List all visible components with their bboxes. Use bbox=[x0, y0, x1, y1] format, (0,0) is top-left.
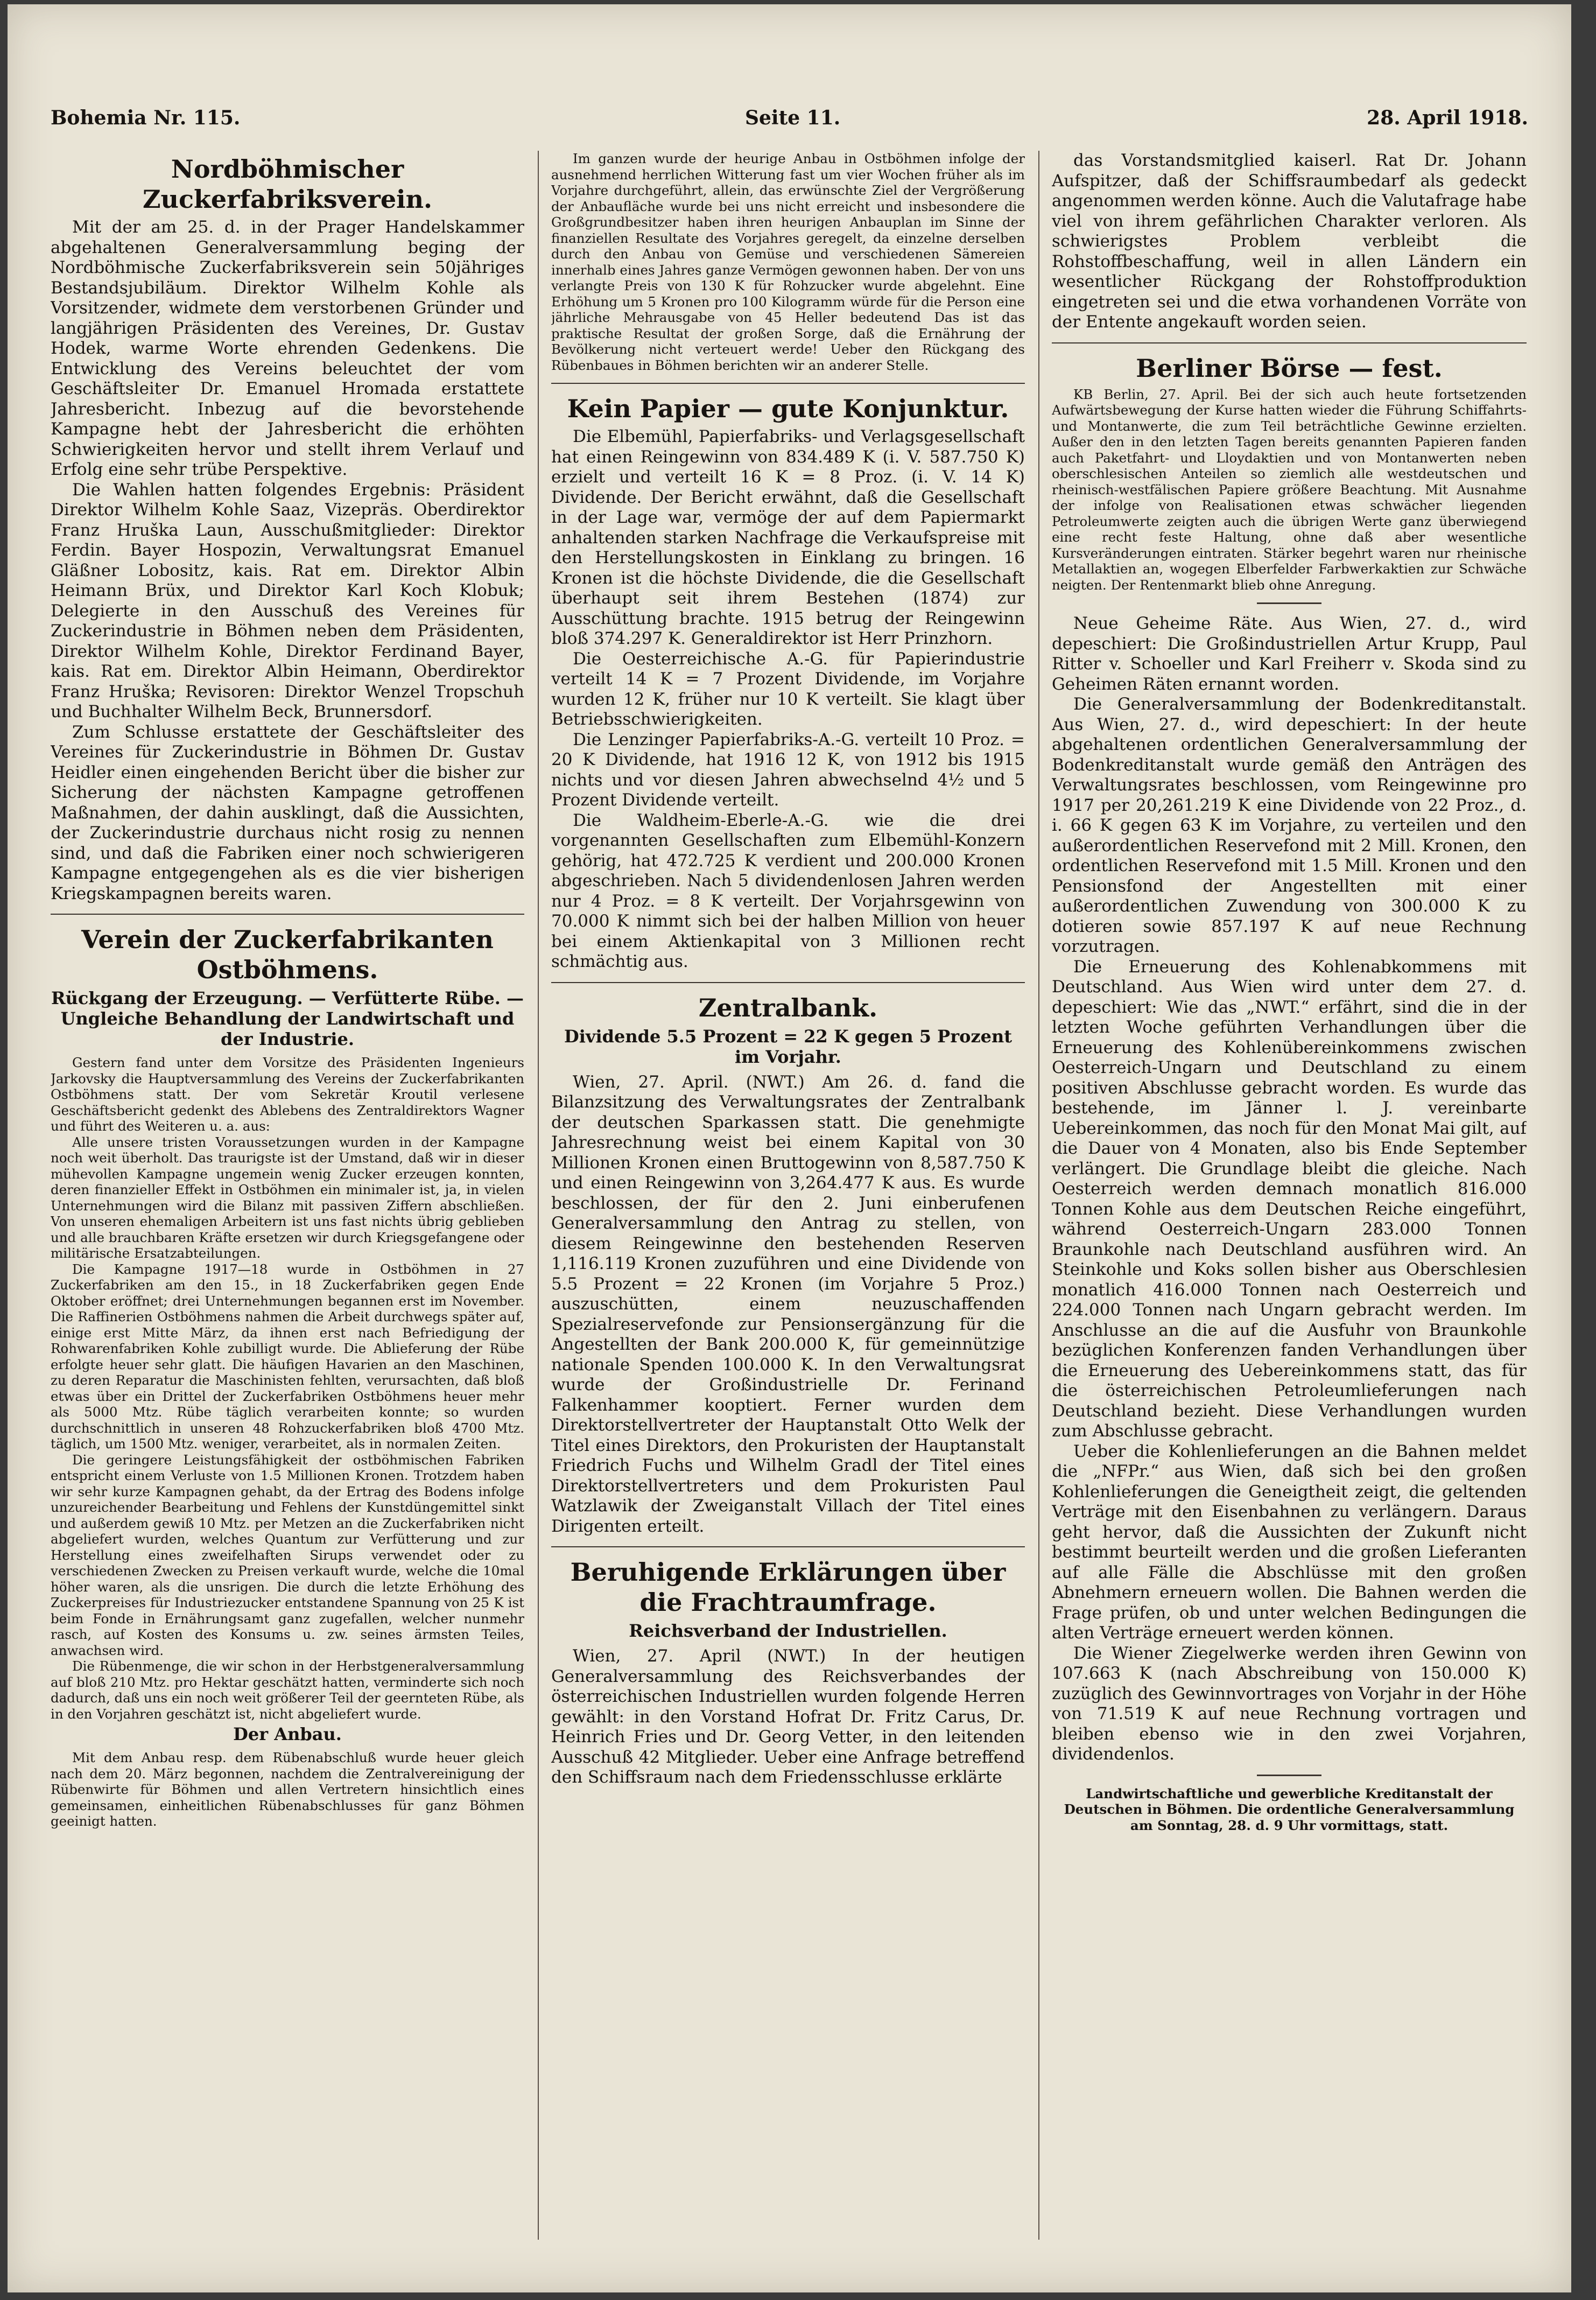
article-paragraph: das Vorstandsmitglied kaiserl. Rat Dr. Johann Aufspitzer, daß der Schiffsraumbedarf als gedeckt angenommen werden könne. Auch die Valutafrage habe viel von ihrem gefährlichen Charakter verloren. Als schwierigstes Problem verbleibt die Rohstoffbeschaffung, weil in allen Ländern ein wesentlicher Rückgang der Rohstoffproduktion eingetreten sei und die etwa vorhandenen Vorräte von der Entente angekauft worden seien. bbox=[1052, 151, 1527, 332]
page-header bbox=[51, 107, 1528, 139]
article-paragraph: Zum Schlusse erstattete der Geschäftsleiter des Vereines für Zuckerindustrie in Böhmen Dr. Gustav Heidler einen eingehenden Bericht über die bisher zur Sicherung der nächsten Kampagne getroffenen Maßnahmen, der dahin ausklingt, daß die Aussichten, der Zuckerindustrie durchaus nicht rosig zu nennen sind, und daß die Fabriken einer noch schwierigeren Kampagne entgegengehen als es die vier bisherigen Kriegskampagnen bereits waren. bbox=[51, 722, 524, 903]
article-paragraph: Alle unsere tristen Voraussetzungen wurden in der Kampagne noch weit überholt. Das traurigste ist der Umstand, daß wir in dieser mühevollen Kampagne ungemein wenig Zucker erzeugen konnten, deren finanzieller Effekt in Ostböhmen ein minimaler ist, ja, in vielen Unternehmungen wird die Bilanz mit passiven Ziffern abschließen. Von unseren ehemaligen Arbeitern ist uns fast nichts übrig geblieben und alle brauchbaren Kräfte ersetzen wir durch Kriegsgefangene oder militärische Ersatzabteilungen. bbox=[51, 1134, 524, 1261]
article-paragraph: Die geringere Leistungsfähigkeit der ostböhmischen Fabriken entspricht einem Verluste von 1.5 Millionen Kronen. Trotzdem haben wir sehr kurze Kampagnen gehabt, da der Ertrag des Bodens infolge unzureichender Bearbeitung und Fehlens der Kunstdüngemittel sinkt und außerdem gewiß 10 Mtz. per Metzen an die Zuckerfabriken nicht abgeliefert wurden, welches Quantum zur Verfütterung und zur Herstellung eines zweifelhaften Sirups verwendet oder zu verschiedenen Zwecken zu Preisen verkauft wurde, welche die 10mal höher waren, als die unsrigen. Die durch die letzte Erhöhung des Zuckerpreises für Industriezucker entstandene Spannung von 25 K ist beim Fonde in Ernährungsamt ganz zugefallen, welcher nunmehr rasch, auf Kosten des Konsums u. zw. seines ärmsten Teiles, anwachsen wird. bbox=[51, 1451, 524, 1658]
article-subheadline: Reichsverband der Industriellen. bbox=[629, 1621, 947, 1641]
header-page-number: Seite 11. bbox=[745, 107, 841, 129]
article-section-heading: Der Anbau. bbox=[233, 1724, 342, 1744]
article-paragraph: Wien, 27. April. (NWT.) Am 26. d. fand die Bilanzsitzung des Verwaltungsrates der Zentralbank der deutschen Sparkassen statt. Die genehmigte Jahresrechnung weist bei einem Kapital von 30 Millionen Kronen einen Bruttogewinn von 8,587.750 K und einen Reingewinn von 3,264.477 K aus. Es wurde beschlossen, der für den 2. Juni einberufenen Generalversammlung den Antrag zu stellen, von diesem Reingewinne den bestehenden Reserven 1,116.119 Kronen zuzuführen und eine Dividende von 5.5 Prozent = 22 Kronen (im Vorjahre 5 Proz.) auszuschütten, einem neuzuschaffenden Spezialreservefonde zur Pensionsergänzung für die Angestellten der Bank 200.000 K, für gemeinnützige nationale Spenden 100.000 K. In den Verwaltungsrat wurde der Großindustrielle Dr. Ferinand Falkenhammer kooptiert. Ferner wurden dem Direktorstellvertreter der Hauptanstalt Otto Welk der Titel eines Direktors, den Prokuristen der Hauptanstalt Friedrich Fuchs und Wilhelm Gradl der Titel eines Direktorstellvertreters und dem Prokuristen Paul Watzlawik der Zweiganstalt Villach der Titel eines Dirigenten erteilt. bbox=[551, 1072, 1025, 1536]
news-item-geheime-raete: Neue Geheime Räte. Aus Wien, 27. d., wird depeschiert: Die Großindustriellen Artur Krupp, Paul Ritter v. Schoeller und Karl Freiherr v. Skoda sind zu Geheimen Räten ernannt worden. bbox=[1052, 614, 1527, 694]
news-item-ziegelwerke: Die Wiener Ziegelwerke werden ihren Gewinn von 107.663 K (nach Abschreibung von 150.000 K) zuzüglich des Gewinnvortrages von Vorjahr in der Höhe von 71.519 K auf neue Rechnung vortragen und bleiben ebenso wie in den zwei Vorjahren, dividendenlos. bbox=[1052, 1643, 1527, 1764]
article-headline-zuckerfabriksverein: Nordböhmischer Zuckerfabriksverein. bbox=[142, 155, 433, 214]
article-separator bbox=[51, 914, 524, 915]
article-headline-zentralbank: Zentralbank. bbox=[698, 993, 878, 1022]
article-paragraph: Die Kampagne 1917—18 wurde in Ostböhmen in 27 Zuckerfabriken am den 15., in 18 Zuckerfabriken gegen Ende Oktober eröffnet; drei Unternehmungen begannen erst im November. Die Raffinerien Ostböhmens nahmen die Arbeit durchwegs später auf, einige erst Mitte März, da ihnen erst nach Befriedigung der Rohwarenfabriken Kohle zubilligt wurde. Die Ablieferung der Rübe erfolgte heuer sehr glatt. Die häufigen Havarien an den Maschinen, zu deren Reparatur die Maschinisten fehlten, verursachten, daß bloß etwas über ein Drittel der Zuckerfabriken Ostböhmens heuer mehr als 5000 Mtz. Rübe täglich verarbeiten konnte; so wurden durchschnittlich in unseren 48 Rohzuckerfabriken bloß 4700 Mtz. täglich, um 1500 Mtz. weniger, verarbeitet, als in normalen Zeiten. bbox=[51, 1261, 524, 1451]
column-3 bbox=[1052, 151, 1527, 2250]
article-paragraph: Die Oesterreichische A.-G. für Papierindustrie verteilt 14 K = 7 Prozent Dividende, im Vorjahre wurden 12 K, früher nur 10 K verteilt. Sie klagt über Betriebsschwierigkeiten. bbox=[551, 649, 1025, 729]
article-paragraph: Mit der am 25. d. in der Prager Handelskammer abgehaltenen Generalversammlung beging der Nordböhmische Zuckerfabriksverein sein 50jähriges Bestandsjubiläum. Direktor Wilhelm Kohle als Vorsitzender, widmete dem verstorbenen Gründer und langjährigen Präsidenten des Vereines, Dr. Gustav Hodek, warme Worte ehrenden Gedenkens. Die Entwicklung des Vereins beleuchtet der vom Geschäftsleiter Dr. Emanuel Hromada erstattete Jahresbericht. Inbezug auf die bevorstehende Kampagne hebt der Jahresbericht die erhöhten Schwierigkeiten hervor und stellt ihrem Verlauf und Erfolg eine sehr trübe Perspektive. bbox=[51, 218, 524, 479]
article-paragraph: KB Berlin, 27. April. Bei der sich auch heute fortsetzenden Aufwärtsbewegung der Kurse hatten wieder die Führung Schiffahrts- und Montanwerte, die zum Teil beträchtliche Gewinne erzielten. Außer den in den letzten Tagen bereits genannten Papieren fanden auch Paketfahrt- und Lloydaktien und von Montanwerten neben oberschlesischen Anteilen so ziemlich alle westdeutschen und rheinisch-westfälischen Papiere größere Beachtung. Mit Ausnahme der infolge von Realisationen etwas schwächer liegenden Petroleumwerte zeigten auch die übrigen Werte ganz überwiegend eine recht feste Haltung, ohne daß aber wesentliche Kursveränderungen eintraten. Stärker begehrt waren nur rheinische Metallaktien an, wogegen Elberfelder Farbwerkaktien zur Schwäche neigten. Der Rentenmarkt blieb ohne Anregung. bbox=[1052, 386, 1527, 593]
header-date: 28. April 1918. bbox=[1367, 107, 1528, 129]
article-paragraph: Die Lenzinger Papierfabriks-A.-G. verteilt 10 Proz. = 20 K Dividende, hat 1916 12 K, von 1912 bis 1915 nichts und vor diesen Jahren abwechselnd 4½ und 5 Prozent Dividende verteilt. bbox=[551, 730, 1025, 810]
article-paragraph: Wien, 27. April (NWT.) In der heutigen Generalversammlung des Reichsverbandes der österreichischen Industriellen wurden folgende Herren gewählt: in den Vorstand Hofrat Dr. Fritz Carus, Dr. Heinrich Fries und Dr. Georg Vetter, in den leitenden Ausschuß 42 Mitglieder. Ueber eine Anfrage betreffend den Schiffsraum nach dem Friedensschlusse erklärte bbox=[551, 1646, 1025, 1787]
newspaper-page bbox=[8, 4, 1571, 2292]
news-item-kohlenlieferungen: Ueber die Kohlenlieferungen an die Bahnen meldet die „NFPr.“ aus Wien, daß sich bei den großen Kohlenlieferungen die Geneigtheit zeigt, die geltenden Verträge mit den Eisenbahnen zu verlängern. Daraus geht hervor, daß die Aussichten der Zukunft nicht bestimmt beurteilt werden und die großen Lieferanten auf alle Fälle die Abschlüsse mit den großen Abnehmern erneuern wollen. Die Bahnen werden die Frage prüfen, ob und unter welchen Bedingungen die alten Verträge erneuert werden können. bbox=[1052, 1441, 1527, 1643]
article-paragraph: Mit dem Anbau resp. dem Rübenabschluß wurde heuer gleich nach dem 20. März begonnen, nachdem die Zentralvereinigung der Rübenwirte für Böhmen und allen Vertretern hinsichtlich eines gemeinsamen, einheitlichen Rübenabschlusses für ganz Böhmen geeinigt hatten. bbox=[51, 1750, 524, 1829]
column-1 bbox=[51, 151, 524, 2250]
article-headline-berliner-boerse: Berliner Börse — fest. bbox=[1136, 353, 1443, 383]
news-item-kreditanstalt: Landwirtschaftliche und gewerbliche Kreditanstalt der Deutschen in Böhmen. Die ordentliche Generalversammlung am Sonntag, 28. d. 9 Uhr vormittags, statt. bbox=[1064, 1785, 1515, 1833]
article-paragraph: Die Rübenmenge, die wir schon in der Herbstgeneralversammlung auf bloß 210 Mtz. pro Hektar geschätzt hatten, verminderte sich noch dadurch, daß uns ein noch weit größerer Teil der geernteten Rübe, als in den Vorjahren geschätzt ist, nicht abgeliefert wurde. bbox=[51, 1658, 524, 1722]
article-paragraph: Im ganzen wurde der heurige Anbau in Ostböhmen infolge der ausnehmend herrlichen Witterung fast um vier Wochen früher als im Vorjahre durchgeführt, allein, das erwünschte Ziel der Vergrößerung der Anbaufläche wurde bei uns nicht erreicht und insbesondere die Großgrundbesitzer haben ihren heurigen Anbauplan im Sinne der finanziellen Resultate des Vorjahres geregelt, da einzelne derselben durch den Anbau von Gemüse und verschiedenen Sämereien innerhalb eines Jahres ganze Vermögen gewonnen haben. Der von uns verlangte Preis von 130 K für Rohzucker wurde abgelehnt. Eine Erhöhung um 5 Kronen pro 100 Kilogramm würde für die Person eine jährliche Mehrausgabe von 45 Heller bedeutend Das ist das praktische Resultat der großen Sorge, daß die Ernährung der Bevölkerung nicht verteuert werde! Ueber den Rückgang des Rübenbaues in Böhmen berichten wir an anderer Stelle. bbox=[551, 151, 1025, 373]
article-subheadline: Rückgang der Erzeugung. — Verfütterte Rübe. — Ungleiche Behandlung der Landwirtschaft und der Industrie. bbox=[51, 988, 524, 1049]
article-headline-ostboehmen: Verein der Zuckerfabrikanten Ostböhmens. bbox=[81, 925, 494, 984]
article-separator-short bbox=[1257, 602, 1321, 604]
article-separator bbox=[551, 1546, 1025, 1547]
article-paragraph: Gestern fand unter dem Vorsitze des Präsidenten Ingenieurs Jarkovsky die Hauptversammlung des Vereins der Zuckerfabrikanten Ostböhmens statt. Der vom Sekretär Kroutil verlesene Geschäftsbericht gedenkt des Ablebens des Zentraldirektors Wagner und führt des Weiteren u. a. aus: bbox=[51, 1055, 524, 1134]
column-rule-1 bbox=[538, 151, 539, 2240]
article-subheadline: Dividende 5.5 Prozent = 22 K gegen 5 Prozent im Vorjahr. bbox=[564, 1026, 1013, 1067]
header-issue: Bohemia Nr. 115. bbox=[51, 107, 241, 129]
article-paragraph: Die Elbemühl, Papierfabriks- und Verlagsgesellschaft hat einen Reingewinn von 834.489 K (i. V. 587.750 K) erzielt und verteilt 16 K = 8 Proz. (i. V. 14 K) Dividende. Der Bericht erwähnt, daß die Gesellschaft in der Lage war, vermöge der auf dem Papiermarkt anhaltenden starken Nachfrage die Verkaufspreise mit den Herstellungskosten in Einklang zu bringen. 16 Kronen ist die höchste Dividende, die die Gesellschaft überhaupt seit ihrem Bestehen (1874) zur Ausschüttung brachte. 1915 betrug der Reingewinn bloß 374.297 K. Generaldirektor ist Herr Prinzhorn. bbox=[551, 427, 1025, 648]
article-headline-frachtraumfrage: Beruhigende Erklärungen über die Frachtraumfrage. bbox=[570, 1558, 1006, 1617]
article-separator bbox=[1052, 342, 1527, 343]
news-item-bodenkreditanstalt: Die Generalversammlung der Bodenkreditanstalt. Aus Wien, 27. d., wird depeschiert: In der heute abgehaltenen ordentlichen Generalversammlung der Bodenkreditanstalt wurde gemäß den Anträgen des Verwaltungsrates beschlossen, vom Reingewinne pro 1917 per 20,261.219 K eine Dividende von 22 Proz., d. i. 66 K gegen 63 K im Vorjahre, zu verteilen und den außerordentlichen Reservefond mit 2 Mill. Kronen, den ordentlichen Reservefond mit 1.5 Mill. Kronen und den Pensionsfond der Angestellten mit einer außerordentlichen Zuwendung von 300.000 K zu dotieren sowie 857.197 K auf neue Rechnung vorzutragen. bbox=[1052, 695, 1527, 956]
article-separator-short bbox=[1257, 1775, 1321, 1776]
column-2 bbox=[551, 151, 1025, 2250]
article-paragraph: Die Wahlen hatten folgendes Ergebnis: Präsident Direktor Wilhelm Kohle Saaz, Vizepräs. Oberdirektor Franz Hruška Laun, Ausschußmitglieder: Direktor Ferdin. Bayer Hospozin, Verwaltungsrat Emanuel Gläßner Lobositz, kais. Rat em. Direktor Albin Heimann Brüx, und Direktor Karl Koch Klobuk; Delegierte in den Ausschuß des Vereines für Zuckerindustrie in Böhmen neben dem Präsidenten, Direktor Wilhelm Kohle, Direktor Ferdinand Bayer, kais. Rat em. Direktor Albin Heimann, Oberdirektor Franz Hruška; Revisoren: Direktor Wenzel Tropschuh und Buchhalter Wilhelm Beck, Brunnersdorf. bbox=[51, 480, 524, 721]
article-separator bbox=[551, 982, 1025, 983]
article-headline-kein-papier: Kein Papier — gute Konjunktur. bbox=[567, 394, 1009, 423]
news-item-kohlenabkommen: Die Erneuerung des Kohlenabkommens mit Deutschland. Aus Wien wird unter dem 27. d. depeschiert: Wie das „NWT.“ erfährt, sind die in der letzten Woche geführten Verhandlungen über die Erneuerung des Kohlenübereinkommens zwischen Oesterreich-Ungarn und Deutschland zu einem positiven Abschlusse gebracht worden. Es wurde das bestehende, im Jänner l. J. vereinbarte Uebereinkommen, das noch für den Monat Mai gilt, auf die Dauer von 4 Monaten, also bis Ende September verlängert. Die Grundlage bleibt die gleiche. Nach Oesterreich werden demnach monatlich 816.000 Tonnen Kohle aus dem Deutschen Reiche eingeführt, während Oesterreich-Ungarn 283.000 Tonnen Braunkohle nach Deutschland ausführen wird. An Steinkohle und Koks sollen bisher aus Oberschlesien monatlich 416.000 Tonnen nach Oesterreich und 224.000 Tonnen nach Ungarn gebracht werden. Im Anschlusse an die auf die Ausfuhr von Braunkohle bezüglichen Konferenzen fanden Verhandlungen über die Erneuerung des Uebereinkommens statt, das für die österreichischen Petroleumlieferungen nach Deutschland bezieht. Diese Verhandlungen wurden zum Abschlusse gebracht. bbox=[1052, 957, 1527, 1441]
article-paragraph: Die Waldheim-Eberle-A.-G. wie die drei vorgenannten Gesellschaften zum Elbemühl-Konzern gehörig, hat 472.725 K verdient und 200.000 Kronen abgeschrieben. Nach 5 dividendenlosen Jahren werden nur 4 Proz. = 8 K verteilt. Der Vorjahrsgewinn von 70.000 K nimmt sich bei der halben Million von heuer bei einem Aktienkapital von 3 Millionen recht schmächtig aus. bbox=[551, 810, 1025, 971]
article-separator bbox=[551, 383, 1025, 384]
column-rule-2 bbox=[1038, 151, 1039, 2240]
